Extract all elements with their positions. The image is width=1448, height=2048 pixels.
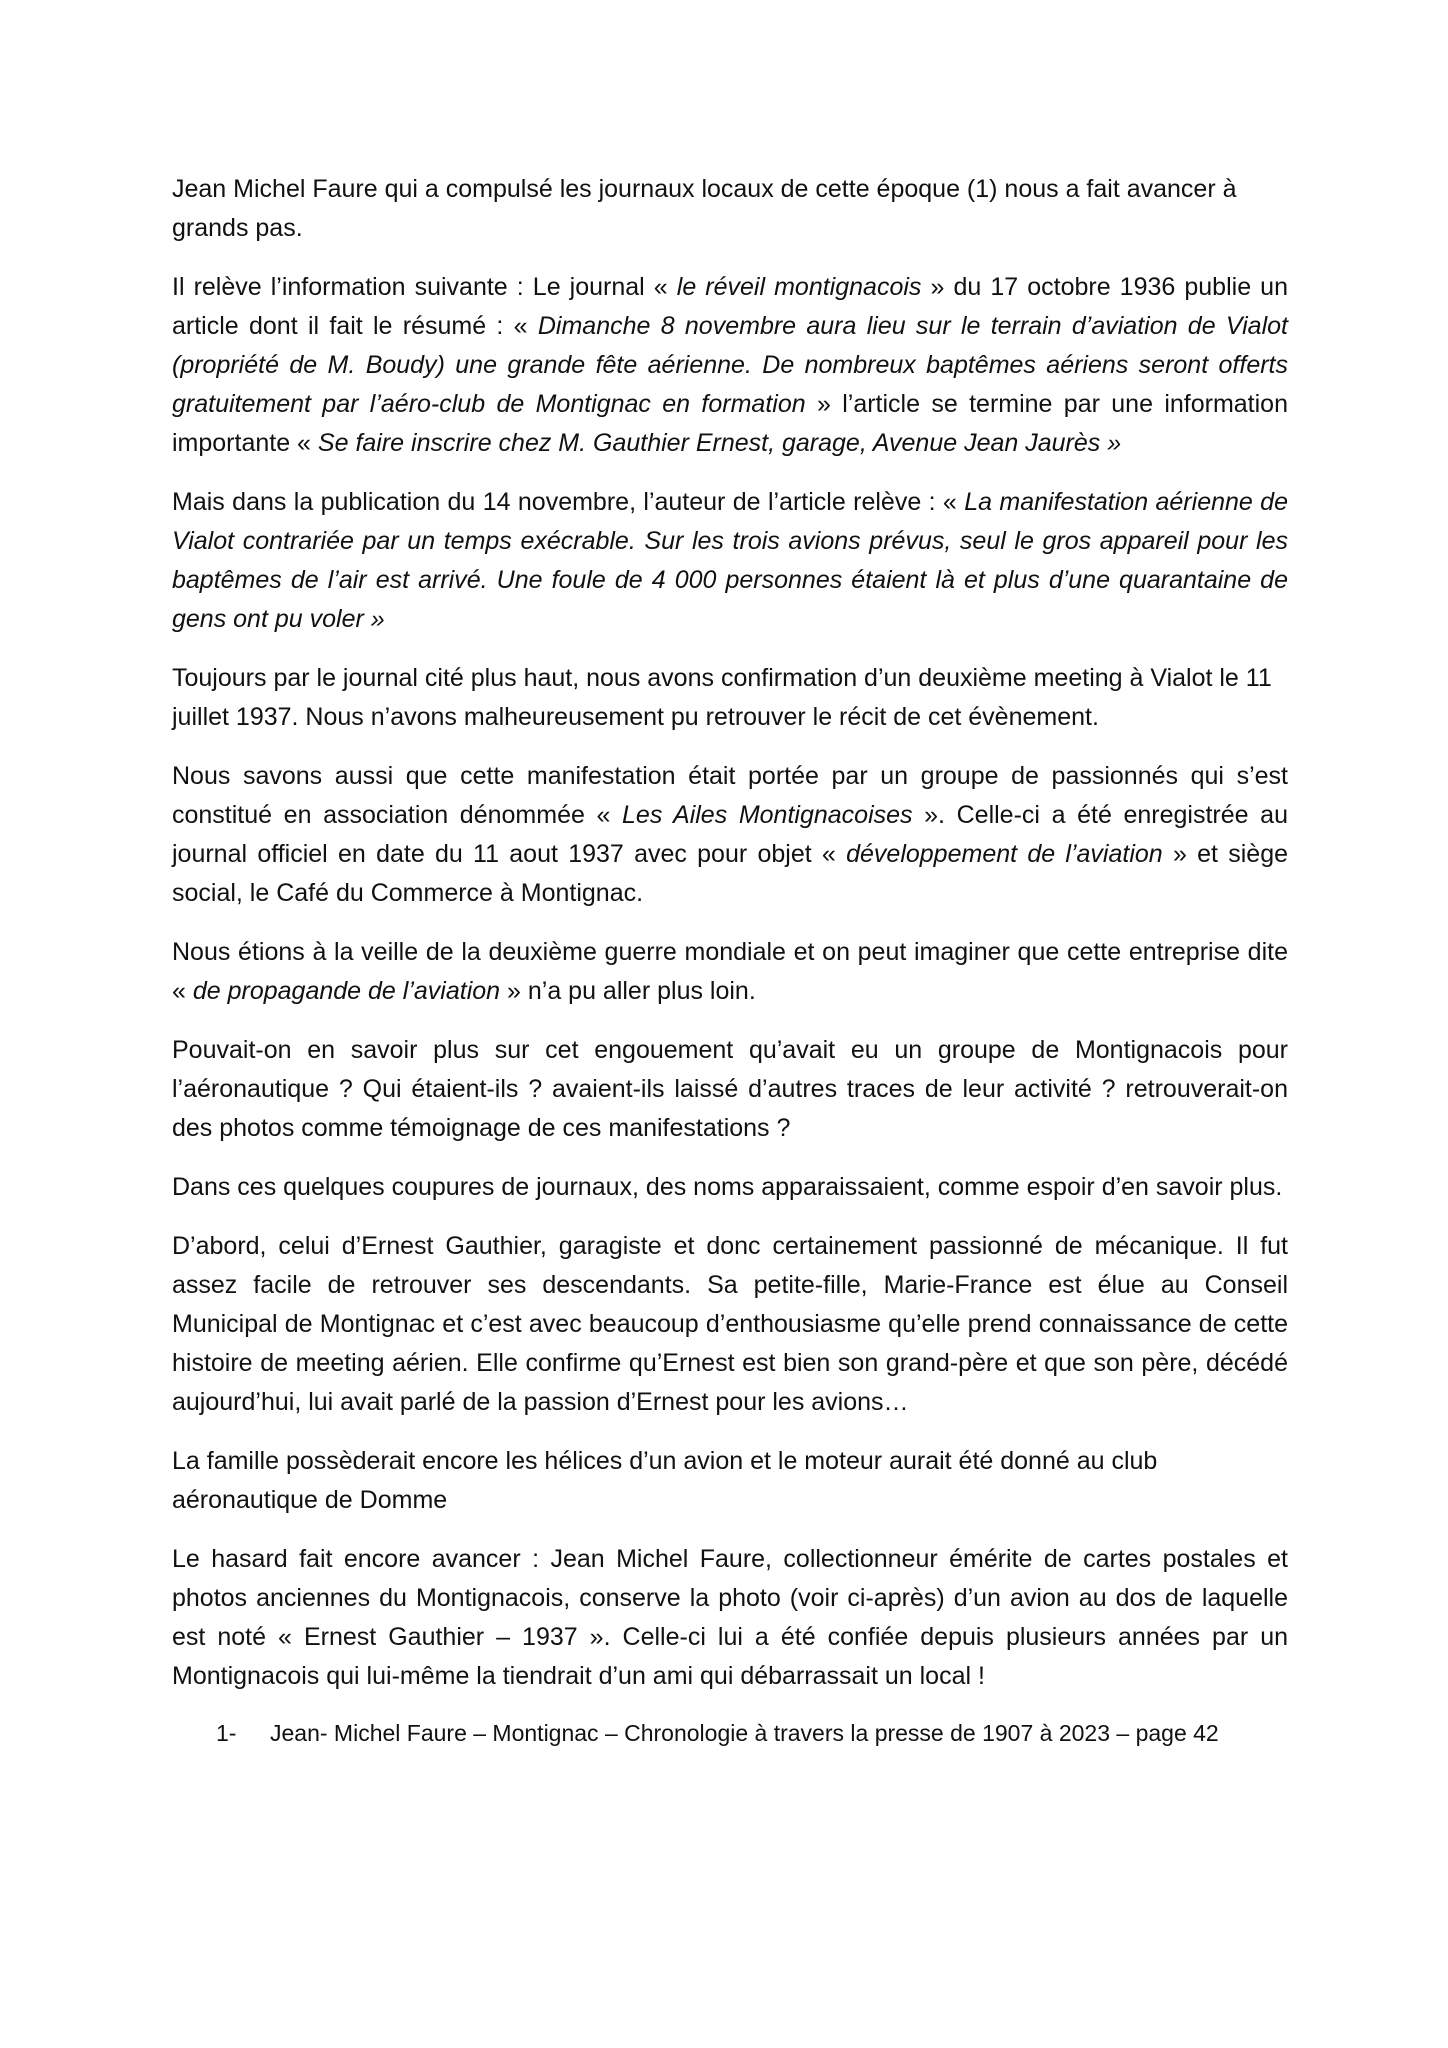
text-run: » n’a pu aller plus loin. (500, 977, 756, 1005)
paragraph-5 (172, 757, 1288, 913)
paragraph-4 (172, 659, 1288, 737)
text-run: Mais dans la publication du 14 novembre, l’auteur de l’article relève : « (172, 488, 965, 516)
text-run: Jean Michel Faure qui a compulsé les journaux locaux de cette époque (1) nous a fait avancer à grands pas. (172, 175, 1237, 242)
text-run: ». Celle-ci a été enregistrée au journal officiel en date du 11 aout 1937 avec pour objet « (172, 801, 1288, 868)
footnote-text: Jean- Michel Faure – Montignac – Chronologie à travers la presse de 1907 à 2023 – page 42 (270, 1720, 1219, 1746)
italic-quote: de propagande de l’aviation (192, 977, 501, 1005)
text-run: Dans ces quelques coupures de journaux, des noms apparaissaient, comme espoir d’en savoir plus. (172, 1173, 1283, 1201)
text-run: Le hasard fait encore avancer : Jean Michel Faure, collectionneur émérite de cartes postales et photos anciennes du Montignacois, conserve la photo (voir ci-après) d’un avion au dos de laquelle est noté « Ernest Gauthier – 1937 ». Celle-ci lui a été confiée depuis plusieurs années par un Montignacois qui lui-même la tiendrait d’un ami qui débarrassait un local ! (172, 1545, 1288, 1690)
italic-quote: développement de l’aviation (846, 840, 1163, 868)
footnote (172, 1716, 1288, 1750)
paragraph-11 (172, 1540, 1288, 1696)
text-run: » du 17 octobre 1936 publie un article dont il fait le résumé : « (172, 273, 1288, 340)
text-run: » l’article se termine par une information importante « (172, 390, 1288, 457)
text-run: Pouvait-on en savoir plus sur cet engouement qu’avait eu un groupe de Montignacois pour l’aéronautique ? Qui étaient-ils ? avaient-ils laissé d’autres traces de leur activité ? retrouverait-on des photos comme témoignage de ces manifestations ? (172, 1036, 1288, 1142)
italic-quote: Se faire inscrire chez M. Gauthier Ernest, garage, Avenue Jean Jaurès » (317, 429, 1122, 457)
paragraph-9 (172, 1227, 1288, 1422)
text-run: Nous savons aussi que cette manifestation était portée par un groupe de passionnés qui s’est constitué en association dénommée « (172, 762, 1288, 829)
paragraph-2 (172, 268, 1288, 463)
italic-quote: Dimanche 8 novembre aura lieu sur le terrain d’aviation de Vialot (propriété de M. Boudy) une grande fête aérienne. De nombreux baptêmes aériens seront offerts gratuitement par l’aéro-club de Montignac en formation (172, 312, 1288, 418)
text-run: La famille possèderait encore les hélices d’un avion et le moteur aurait été donné au club aéronautique de Domme (172, 1447, 1158, 1514)
paragraph-6 (172, 933, 1288, 1011)
paragraph-8 (172, 1168, 1288, 1207)
italic-quote: La manifestation aérienne de Vialot contrariée par un temps exécrable. Sur les trois avions prévus, seul le gros appareil pour les baptêmes de l’air est arrivé. Une foule de 4 000 personnes étaient là et plus d’une quarantaine de gens ont pu voler » (172, 488, 1288, 633)
paragraph-7 (172, 1031, 1288, 1148)
paragraph-1 (172, 170, 1288, 248)
paragraph-10 (172, 1442, 1288, 1520)
text-run: D’abord, celui d’Ernest Gauthier, garagiste et donc certainement passionné de mécanique. Il fut assez facile de retrouver ses descendants. Sa petite-fille, Marie-France est élue au Conseil Municipal de Montignac et c’est avec beaucoup d’enthousiasme qu’elle prend connaissance de cette histoire de meeting aérien. Elle confirme qu’Ernest est bien son grand-père et que son père, décédé aujourd’hui, lui avait parlé de la passion d’Ernest pour les avions… (172, 1232, 1288, 1416)
text-run: Il relève l’information suivante : Le journal « (172, 273, 677, 301)
text-run: » et siège social, le Café du Commerce à Montignac. (172, 840, 1289, 907)
paragraph-3 (172, 483, 1288, 639)
text-run: Toujours par le journal cité plus haut, nous avons confirmation d’un deuxième meeting à Vialot le 11 juillet 1937. Nous n’avons malheureusement pu retrouver le récit de cet évènement. (172, 664, 1272, 731)
text-run: Nous étions à la veille de la deuxième guerre mondiale et on peut imaginer que cette entreprise dite « (172, 938, 1288, 1005)
footnote-number: 1- (216, 1720, 237, 1746)
body-text (172, 170, 1288, 1696)
italic-quote: le réveil montignacois (676, 273, 922, 301)
italic-quote: Les Ailes Montignacoises (622, 801, 913, 829)
